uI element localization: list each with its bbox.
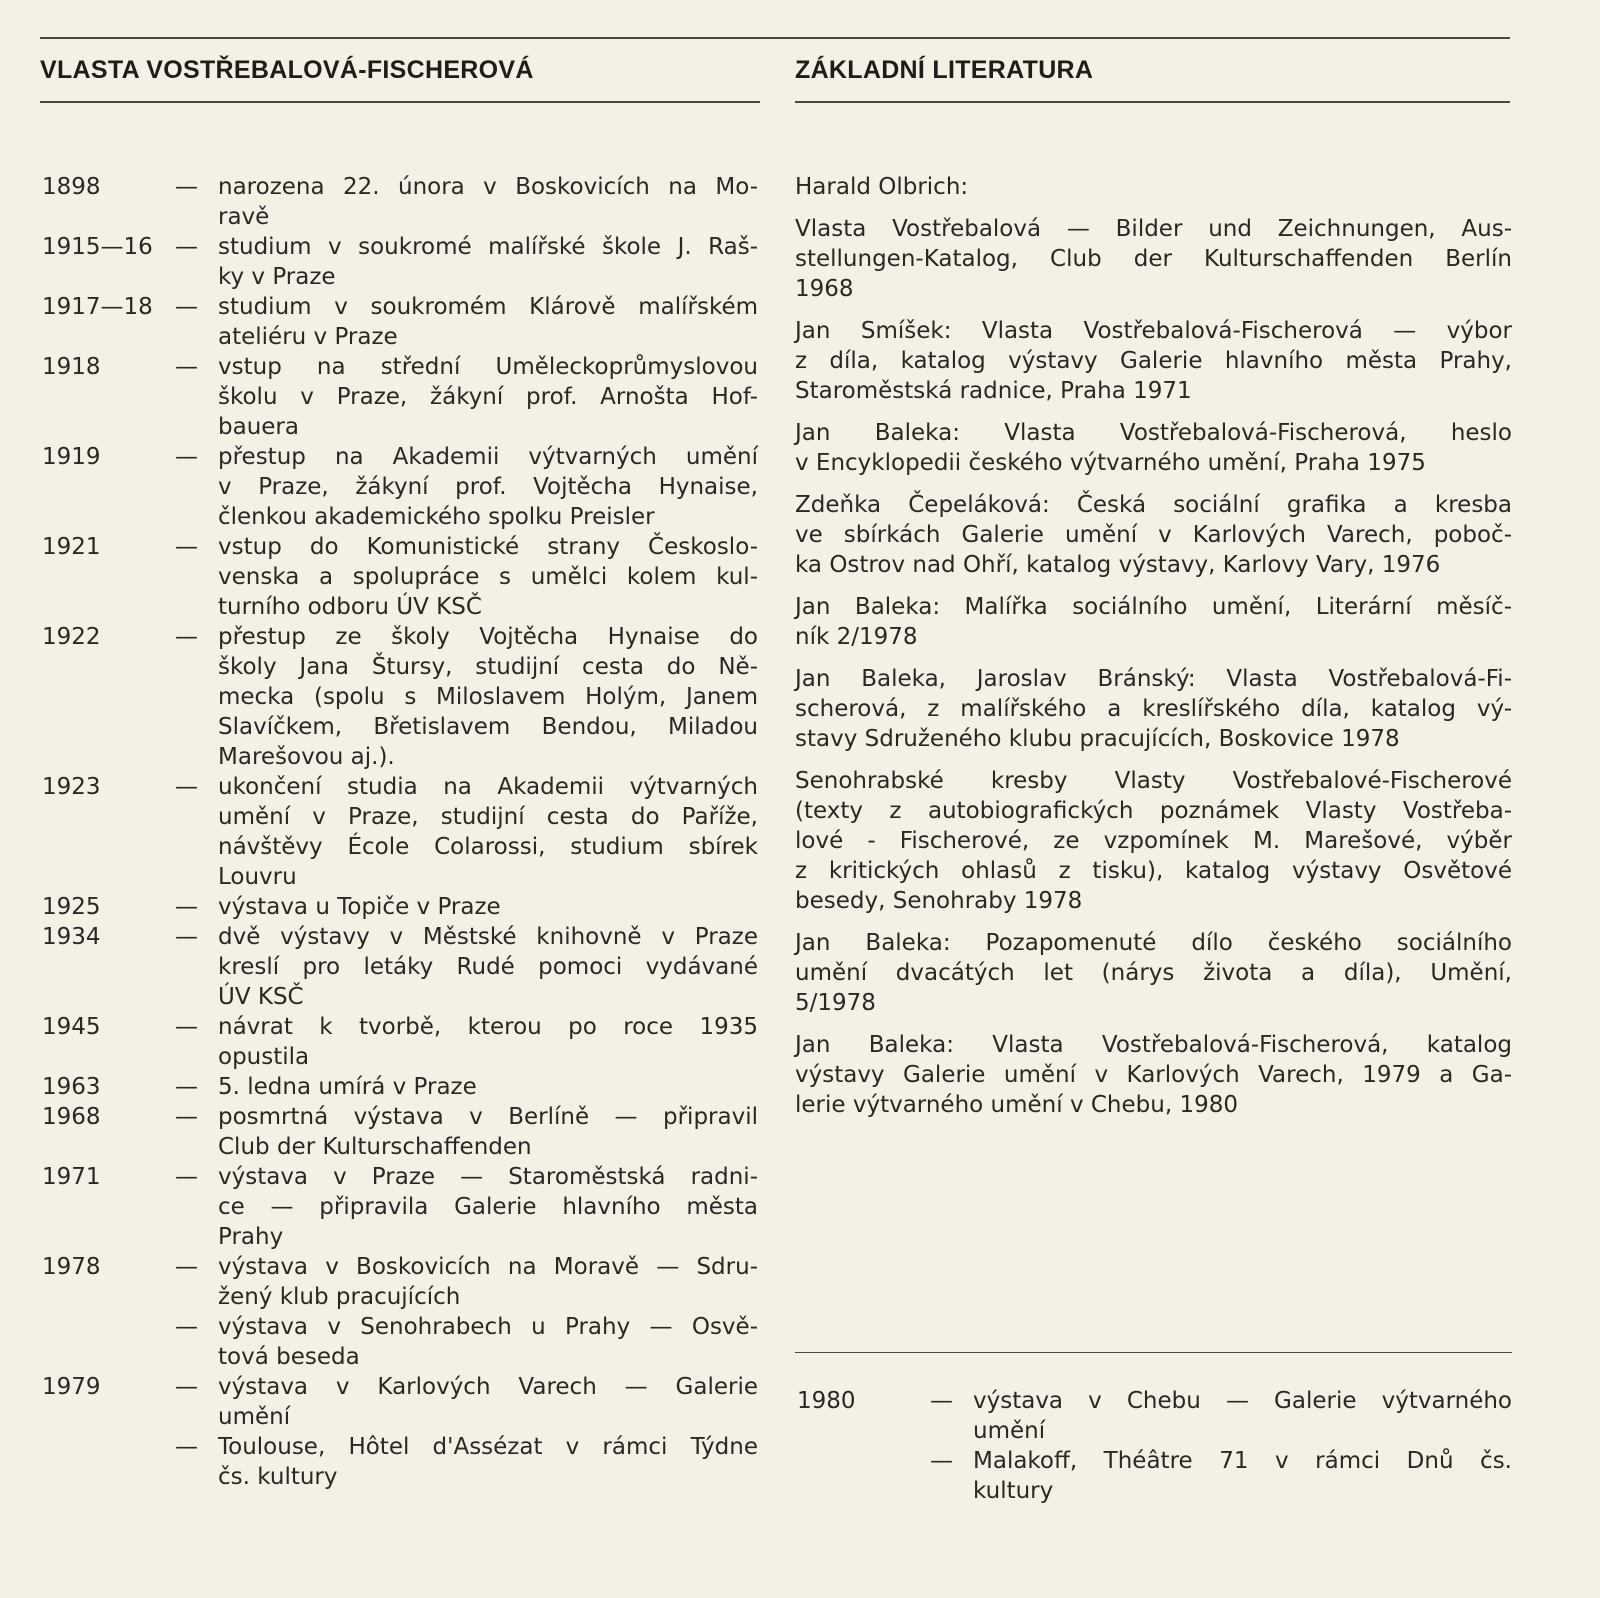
text-line: výstava v Chebu — Galerie výtvarného — [973, 1388, 1512, 1414]
biography-timeline — [42, 172, 758, 1492]
timeline-event — [42, 1252, 758, 1312]
text-line: návrat k tvorbě, kterou po roce 1935 — [218, 1014, 758, 1040]
timeline-event — [42, 772, 758, 892]
literature-item — [795, 172, 1512, 202]
entry-year: 1971 — [42, 1164, 101, 1190]
dash: — — [175, 774, 198, 800]
entry-year: 1898 — [42, 174, 101, 200]
text-line: Club der Kulturschaffenden — [218, 1134, 532, 1160]
text-line: scherová, z malířského a kreslířského díla, katalog vý- — [795, 696, 1512, 722]
dash: — — [175, 294, 198, 320]
text-line: (texty z autobiografických poznámek Vlasty Vostřeba- — [795, 798, 1512, 824]
timeline-entry — [797, 1386, 1512, 1506]
event-text — [218, 442, 758, 532]
text-line: Zdeňka Čepeláková: Česká sociální grafika a kresba — [795, 492, 1512, 518]
text-line: Jan Baleka: Malířka sociálního umění, Literární měsíč- — [795, 594, 1512, 620]
text-line: výstava v Senohrabech u Prahy — Osvě- — [218, 1314, 758, 1340]
dash: — — [175, 1164, 198, 1190]
dash: — — [175, 534, 198, 560]
timeline-event — [42, 1102, 758, 1162]
timeline-event — [797, 1386, 1512, 1446]
text-line: ky v Praze — [218, 264, 336, 290]
timeline-continuation — [797, 1386, 1512, 1506]
text-line: vstup na střední Uměleckoprůmyslovou — [218, 354, 758, 380]
text-line: výstava v Boskovicích na Moravě — Sdru- — [218, 1254, 758, 1280]
text-line: čs. kultury — [218, 1464, 338, 1490]
event-text — [218, 292, 758, 352]
left-heading-rule — [40, 101, 760, 103]
literature-item — [795, 1030, 1512, 1120]
text-line: výstava v Praze — Staroměstská radni- — [218, 1164, 758, 1190]
event-text — [218, 1012, 758, 1072]
timeline-entry — [42, 622, 758, 772]
text-line: narozena 22. února v Boskovicích na Mo- — [218, 174, 758, 200]
timeline-entry — [42, 772, 758, 892]
text-line: dvě výstavy v Městské knihovně v Praze — [218, 924, 758, 950]
event-text — [973, 1446, 1512, 1506]
event-text — [218, 1072, 758, 1102]
dash: — — [175, 1314, 198, 1340]
text-line: Jan Baleka: Vlasta Vostřebalová-Fischerová, katalog — [795, 1032, 1512, 1058]
text-line: umění dvacátých let (nárys života a díla), Umění, — [795, 960, 1512, 986]
text-line: Louvru — [218, 864, 297, 890]
text-line: studium v soukromém Klárově malířském — [218, 294, 758, 320]
dash: — — [175, 1074, 198, 1100]
text-line: členkou akademického spolku Preisler — [218, 504, 655, 530]
timeline-event — [42, 1432, 758, 1492]
text-line: studium v soukromé malířské škole J. Raš- — [218, 234, 758, 260]
event-text — [218, 172, 758, 232]
dash: — — [175, 924, 198, 950]
event-text — [218, 1102, 758, 1162]
event-text — [218, 1432, 758, 1492]
timeline-event — [42, 172, 758, 232]
text-line: umění — [973, 1418, 1046, 1444]
timeline-entry — [42, 892, 758, 922]
text-line: posmrtná výstava v Berlíně — připravil — [218, 1104, 758, 1130]
timeline-entry — [42, 442, 758, 532]
entry-year: 1963 — [42, 1074, 101, 1100]
text-line: ve sbírkách Galerie umění v Karlových Varech, poboč- — [795, 522, 1512, 548]
text-line: vstup do Komunistické strany Českoslo- — [218, 534, 758, 560]
text-line: Harald Olbrich: — [795, 174, 969, 200]
text-line: Jan Baleka, Jaroslav Bránský: Vlasta Vostřebalová-Fi- — [795, 666, 1512, 692]
text-line: opustila — [218, 1044, 310, 1070]
literature-item — [795, 214, 1512, 304]
dash: — — [175, 234, 198, 260]
text-line: výstava v Karlových Varech — Galerie — [218, 1374, 758, 1400]
text-line: žený klub pracujících — [218, 1284, 461, 1310]
timeline-entry — [42, 922, 758, 1012]
text-line: Jan Baleka: Vlasta Vostřebalová-Fischerová, heslo — [795, 420, 1512, 446]
text-line: Vlasta Vostřebalová — Bilder und Zeichnungen, Aus- — [795, 216, 1512, 242]
entry-year: 1968 — [42, 1104, 101, 1130]
event-text — [218, 352, 758, 442]
dash: — — [175, 1374, 198, 1400]
entry-year: 1919 — [42, 444, 101, 470]
literature-list — [795, 172, 1512, 1132]
text-line: turního odboru ÚV KSČ — [218, 594, 482, 620]
entry-year: 1925 — [42, 894, 101, 920]
text-line: ravě — [218, 204, 270, 230]
event-text — [218, 1372, 758, 1432]
dash: — — [175, 1434, 198, 1460]
text-line: bauera — [218, 414, 299, 440]
literature-item — [795, 928, 1512, 1018]
dash: — — [175, 174, 198, 200]
text-line: Toulouse, Hôtel d'Assézat v rámci Týdne — [218, 1434, 758, 1460]
literature-heading: ZÁKLADNÍ LITERATURA — [795, 56, 1094, 84]
text-line: ateliéru v Praze — [218, 324, 398, 350]
timeline-entry — [42, 292, 758, 352]
entry-year: 1934 — [42, 924, 101, 950]
text-line: školy Jana Štursy, studijní cesta do Ně- — [218, 654, 758, 680]
event-text — [218, 1252, 758, 1312]
text-line: z kritických ohlasů z tisku), katalog výstavy Osvětové — [795, 858, 1512, 884]
dash: — — [175, 1104, 198, 1130]
text-line: školu v Praze, žákyní prof. Arnošta Hof- — [218, 384, 758, 410]
text-line: kultury — [973, 1478, 1054, 1504]
text-line: tová beseda — [218, 1344, 360, 1370]
dash: — — [175, 894, 198, 920]
text-line: výstavy Galerie umění v Karlových Varech, 1979 a Ga- — [795, 1062, 1512, 1088]
event-text — [218, 892, 758, 922]
entry-year: 1915—16 — [42, 234, 153, 260]
literature-item — [795, 418, 1512, 478]
top-rule — [40, 37, 1510, 39]
entry-year: 1922 — [42, 624, 101, 650]
entry-year: 1917—18 — [42, 294, 153, 320]
entry-year: 1978 — [42, 1254, 101, 1280]
dash: — — [930, 1448, 953, 1474]
timeline-entry — [42, 1072, 758, 1102]
text-line: umění v Praze, studijní cesta do Paříže, — [218, 804, 758, 830]
dash: — — [175, 444, 198, 470]
timeline-event — [42, 622, 758, 772]
dash: — — [175, 354, 198, 380]
timeline-entry — [42, 1102, 758, 1162]
literature-item — [795, 592, 1512, 652]
text-line: výstava u Topiče v Praze — [218, 894, 501, 920]
event-text — [218, 922, 758, 1012]
event-text — [218, 622, 758, 772]
literature-item — [795, 766, 1512, 916]
event-text — [218, 1162, 758, 1252]
text-line: v Encyklopedii českého výtvarného umění, Praha 1975 — [795, 450, 1426, 476]
timeline-event — [42, 922, 758, 1012]
entry-year: 1923 — [42, 774, 101, 800]
timeline-event — [42, 292, 758, 352]
right-heading-rule — [795, 101, 1510, 103]
text-line: Marešovou aj.). — [218, 744, 395, 770]
text-line: stellungen-Katalog, Club der Kulturschaffenden Berlín — [795, 246, 1512, 272]
text-line: besedy, Senohraby 1978 — [795, 888, 1083, 914]
timeline-event — [42, 232, 758, 292]
text-line: přestup ze školy Vojtěcha Hynaise do — [218, 624, 758, 650]
timeline-entry — [42, 172, 758, 232]
dash: — — [175, 1254, 198, 1280]
text-line: ukončení studia na Akademii výtvarných — [218, 774, 758, 800]
text-line: návštěvy École Colarossi, studium sbírek — [218, 834, 758, 860]
literature-item — [795, 316, 1512, 406]
timeline-event — [42, 1162, 758, 1252]
timeline-entry — [42, 1162, 758, 1252]
timeline-event — [797, 1446, 1512, 1506]
text-line: ka Ostrov nad Ohří, katalog výstavy, Karlovy Vary, 1976 — [795, 552, 1441, 578]
text-line: 5/1978 — [795, 990, 876, 1016]
text-line: stavy Sdruženého klubu pracujících, Boskovice 1978 — [795, 726, 1400, 752]
text-line: kreslí pro letáky Rudé pomoci vydávané — [218, 954, 758, 980]
entry-year: 1921 — [42, 534, 101, 560]
timeline-event — [42, 1372, 758, 1432]
text-line: Slavíčkem, Břetislavem Bendou, Miladou — [218, 714, 758, 740]
text-line: v Praze, žákyní prof. Vojtěcha Hynaise, — [218, 474, 758, 500]
event-text — [218, 232, 758, 292]
timeline-event — [42, 442, 758, 532]
text-line: Jan Baleka: Pozapomenuté dílo českého sociálního — [795, 930, 1512, 956]
entry-year: 1980 — [797, 1388, 856, 1414]
text-line: přestup na Akademii výtvarných umění — [218, 444, 758, 470]
entry-year: 1945 — [42, 1014, 101, 1040]
timeline-entry — [42, 532, 758, 622]
text-line: umění — [218, 1404, 291, 1430]
entry-year: 1918 — [42, 354, 101, 380]
text-line: lové - Fischerové, ze vzpomínek M. Marešové, výběr — [795, 828, 1512, 854]
text-line: z díla, katalog výstavy Galerie hlavního města Prahy, — [795, 348, 1512, 374]
text-line: Staroměstská radnice, Praha 1971 — [795, 378, 1192, 404]
event-text — [218, 1312, 758, 1372]
timeline-entry — [42, 232, 758, 292]
text-line: ce — připravila Galerie hlavního města — [218, 1194, 758, 1220]
artist-heading: VLASTA VOSTŘEBALOVÁ-FISCHEROVÁ — [40, 56, 534, 84]
text-line: Malakoff, Théâtre 71 v rámci Dnů čs. — [973, 1448, 1512, 1474]
literature-item — [795, 664, 1512, 754]
text-line: ÚV KSČ — [218, 984, 304, 1010]
timeline-event — [42, 352, 758, 442]
event-text — [218, 532, 758, 622]
entry-year: 1979 — [42, 1374, 101, 1400]
timeline-event — [42, 1072, 758, 1102]
dash: — — [175, 1014, 198, 1040]
text-line: Jan Smíšek: Vlasta Vostřebalová-Fischerová — výbor — [795, 318, 1512, 344]
event-text — [973, 1386, 1512, 1446]
text-line: mecka (spolu s Miloslavem Holým, Janem — [218, 684, 758, 710]
timeline-entry — [42, 1012, 758, 1072]
text-line: Prahy — [218, 1224, 284, 1250]
timeline-entry — [42, 1252, 758, 1372]
timeline-entry — [42, 1372, 758, 1492]
dash: — — [175, 624, 198, 650]
literature-item — [795, 490, 1512, 580]
timeline-event — [42, 532, 758, 622]
continuation-rule — [795, 1352, 1512, 1353]
event-text — [218, 772, 758, 892]
timeline-event — [42, 1312, 758, 1372]
text-line: lerie výtvarného umění v Chebu, 1980 — [795, 1092, 1238, 1118]
text-line: 5. ledna umírá v Praze — [218, 1074, 477, 1100]
text-line: ník 2/1978 — [795, 624, 918, 650]
dash: — — [930, 1388, 953, 1414]
text-line: venska a spolupráce s umělci kolem kul- — [218, 564, 758, 590]
timeline-event — [42, 1012, 758, 1072]
text-line: Senohrabské kresby Vlasty Vostřebalové-Fischerové — [795, 768, 1512, 794]
text-line: 1968 — [795, 276, 854, 302]
timeline-event — [42, 892, 758, 922]
timeline-entry — [42, 352, 758, 442]
